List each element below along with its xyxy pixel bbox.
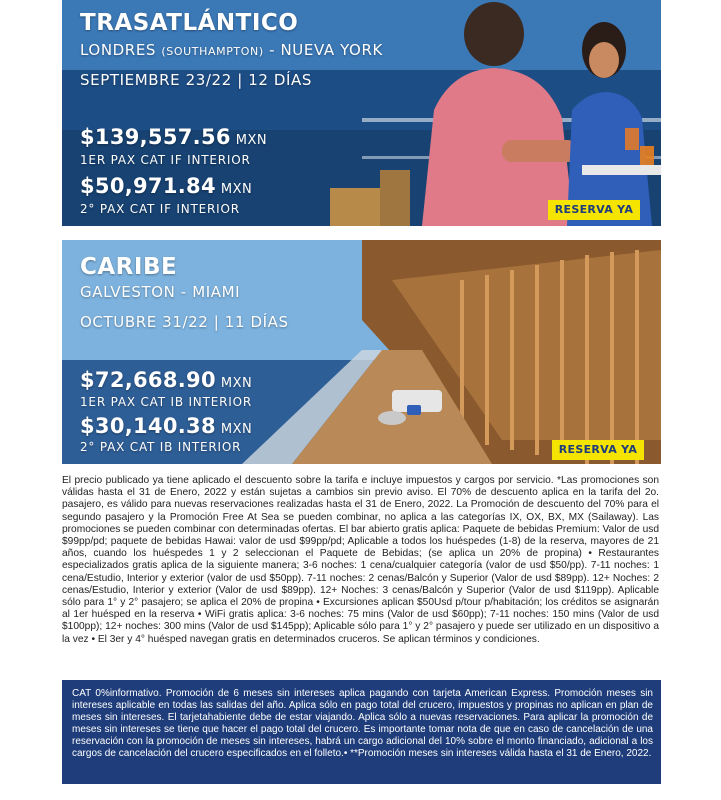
offer-banner-caribbean <box>62 240 661 464</box>
route-text <box>80 41 383 59</box>
offer-banner-transatlantic <box>62 0 661 226</box>
price-value: $50,971.84 <box>80 174 216 198</box>
price-second-passenger <box>80 414 252 438</box>
side-table <box>378 411 406 425</box>
price-second-passenger <box>80 174 252 198</box>
price-first-passenger <box>80 368 252 392</box>
table-top <box>582 165 661 175</box>
price-value: $72,668.90 <box>80 368 216 392</box>
deck-chair <box>330 188 380 226</box>
destination-title: CARIBE <box>80 254 178 280</box>
man-head <box>464 2 524 66</box>
reserve-button[interactable]: RESERVA YA <box>552 440 644 460</box>
reserve-button[interactable]: RESERVA YA <box>548 200 640 220</box>
sailing-date: SEPTIEMBRE 23/22 | 12 DÍAS <box>80 71 313 89</box>
currency-label: MXN <box>220 422 253 437</box>
interest-free-promo-box <box>62 680 661 784</box>
sailing-date: OCTUBRE 31/22 | 11 DÍAS <box>80 313 289 331</box>
route-text: GALVESTON - MIAMI <box>80 283 241 301</box>
drink-glass <box>625 128 639 150</box>
first-passenger-category: 1ER PAX CAT IF INTERIOR <box>80 153 251 167</box>
route-origin-sub: (SOUTHAMPTON) <box>161 45 264 58</box>
first-passenger-category: 1ER PAX CAT IB INTERIOR <box>80 395 252 409</box>
woman-face <box>589 42 619 78</box>
price-value: $139,557.56 <box>80 125 231 149</box>
destination-title: TRASATLÁNTICO <box>80 10 299 36</box>
man-arm <box>502 140 578 162</box>
route-destination: - NUEVA YORK <box>269 41 383 59</box>
currency-label: MXN <box>235 133 268 148</box>
price-value: $30,140.38 <box>80 414 216 438</box>
terms-and-conditions: El precio publicado ya tiene aplicado el descuento sobre la tarifa e incluye impuestos y cargos por servicio. *Las promociones son válidas hasta el 31 de Enero, 2022 y están sujetas a cambios sin previo aviso. El 70% de descuento aplica en la tarifa del 2o. pasajero, es válido para nuevas reservaciones realizadas hasta el 31 de Enero, 2022. La Promoción de descuento del 70% para el segundo pasajero y la Promoción Free At Sea se pueden combinar, no aplica a las categorías IX, OX, BX, MX (Sailaway). Las promociones se pueden combinar con determinadas ofertas. El bar abierto gratis aplica: Paquete de bebidas Premium: Valor de usd $99pp/pd; paquete de bebidas Hawai: valor de usd $99pp/pd; Aplicable a todos los huéspedes (1-8) de la reserva, mayores de 21 años, cuando los huéspedes 1 y 2 seleccionan el Paquete de Bebidas; (se aplica un 20% de propina) • Restaurantes especializados gratis aplica de la siguiente manera; 3-6 noches: 1 cena/cualquier categoría (valor de usd $50/pp). 7-11 noches: 1 cena/Estudio, Interior y exterior (valor de usd $50pp). 7-11 noches: 2 cenas/Balcón y Superior (Valor de usd $89pp). 12+ Noches: 2 cenas/Estudio, Interior y exterior (Valor de usd $89pp). 12+ Noches: 3 cenas/Balcón y Superior (Valor de usd $119pp). Aplicable sólo para 1° y 2° pasajero; se aplica el 20% de propina • Excursiones aplican $50Usd p/tour p/habitación; los créditos se asignarán al 1er huésped en la reserva • WiFi gratis aplica: 3-6 noches: 75 mins (Valor de usd $60pp); 7-11 noches: 150 mins (Valor de usd $100pp); 12+ noches: 300 mins (Valor de usd $145pp); Aplicable sólo para 1° y 2° pasajero y puede ser utilizado en un dispositivo a la vez • El 3er y 4° huésped navegan gratis en determinados cruceros. Se aplican términos y condiciones. <box>62 475 659 645</box>
route-origin: LONDRES <box>80 41 157 59</box>
interest-free-terms: CAT 0%informativo. Promoción de 6 meses sin intereses aplica pagando con tarjeta American Express. Promoción meses sin intereses aplicable en todas las salidas del año. Aplica sólo en pago total del crucero, impuestos y propinas no aplican en plan de meses sin intereses. El tarjetahabiente debe de estar viajando. Aplica sólo a nuevas reservaciones. Para aplicar la promoción de meses sin intereses se tiene que hacer el pago total del crucero. Es importante tomar nota de que en caso de cancelación de una reservación con la promoción de meses sin intereses, habrá un cargo adicional del 10% sobre el monto financiado, adicional a los cargos de cancelación del crucero especificados en el folleto.• **Promoción meses sin intereses válida hasta el 31 de Enero, 2022. <box>72 688 653 759</box>
second-passenger-category: 2° PAX CAT IF INTERIOR <box>80 202 240 216</box>
second-passenger-category: 2° PAX CAT IB INTERIOR <box>80 440 242 454</box>
currency-label: MXN <box>220 182 253 197</box>
price-first-passenger <box>80 125 267 149</box>
currency-label: MXN <box>220 376 253 391</box>
